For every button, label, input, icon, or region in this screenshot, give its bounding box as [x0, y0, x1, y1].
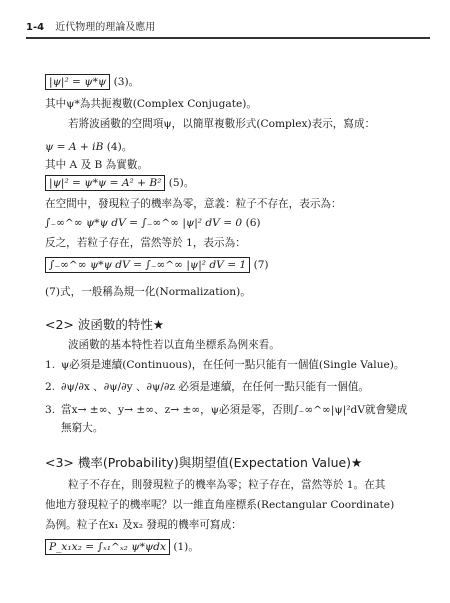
conjugate-note: 其中ψ*為共扼複數(Complex Conjugate)。: [45, 98, 257, 110]
chapter-title: 近代物理的理論及應用: [55, 22, 156, 33]
equation-4-expr: ψ = A + iB: [45, 141, 104, 153]
list-item-number: 2.: [45, 381, 56, 393]
list-item-text: ∂ψ/∂x 、∂ψ/∂y 、∂ψ/∂z 必須是連續，在任何一點只能有一個值。: [61, 381, 370, 393]
list-item-number: 1.: [45, 359, 56, 371]
equation-3: [45, 74, 139, 90]
running-header: [26, 20, 430, 36]
equation-4: [45, 140, 132, 154]
section-3-para-line-3: 為例。粒子在x₁ 及x₂ 發現的機率可寫成：: [45, 519, 242, 531]
page-number: 1-4: [26, 22, 45, 33]
probability-equation-box: P_x₁x₂ = ∫ₓ₁^ₓ₂ ψ*ψdx: [45, 539, 170, 555]
list-item-text: ψ必須是連續(Continuous)，在任何一點只能有一個值(Single Value)。: [61, 359, 405, 371]
normalization-text: (7)式，一般稱為規一化(Normalization)。: [45, 286, 251, 298]
equation-6-expr: ∫₋∞^∞ ψ*ψ dV = ∫₋∞^∞ |ψ|² dV = 0: [45, 217, 243, 229]
exist-one-text: 反之，若粒子存在，當然等於 1，表示為：: [45, 237, 246, 249]
equation-7: [45, 257, 269, 273]
header-rule: [26, 37, 430, 39]
probability-equation: [45, 539, 199, 555]
equation-5: [45, 175, 194, 191]
section-3-para-line-1: 粒子不存在，則發現粒子的機率為零；粒子存在，當然等於 1。在其: [68, 479, 386, 491]
list-item: [45, 380, 369, 394]
equation-6-label: (6): [245, 217, 261, 229]
space-zero-text: 在空間中，發現粒子的機率為零，意義：粒子不存在，表示為：: [45, 198, 342, 210]
section-2-title: <2> 波函數的特性★: [45, 317, 165, 332]
section-3-para-line-2: 他地方發現粒子的機率呢？以一維直角座標系(Rectangular Coordinate): [45, 499, 395, 511]
equation-3-box: |ψ|² = ψ*ψ: [45, 74, 110, 90]
list-item: [45, 403, 407, 417]
section-2-intro: 波函數的基本特性若以直角坐標系為例來看。: [68, 339, 280, 351]
probability-equation-label: (1)。: [173, 541, 199, 553]
list-item-continuation: 無窮大。: [61, 422, 104, 434]
list-item: [45, 358, 405, 372]
list-item-text: 當x→ ±∞、y→ ±∞、z→ ±∞，ψ必須是零，否則∫₋∞^∞|ψ|²dV就會變成: [61, 404, 408, 416]
equation-6: [45, 216, 261, 230]
complex-intro: 若將波函數的空間項ψ，以簡單複數形式(Complex)表示，寫成：: [68, 118, 376, 130]
section-3-title: <3> 機率(Probability)與期望值(Expectation Value)★: [45, 455, 363, 470]
equation-3-label: (3)。: [113, 76, 140, 88]
equation-5-box: |ψ|² = ψ*ψ = A² + B²: [45, 175, 165, 191]
equation-7-label: (7): [253, 259, 269, 271]
equation-4-label: (4)。: [106, 141, 133, 153]
equation-5-label: (5)。: [168, 177, 195, 189]
list-item-number: 3.: [45, 404, 56, 416]
real-note: 其中 A 及 B 為實數。: [45, 159, 149, 171]
equation-7-box: ∫₋∞^∞ ψ*ψ dV = ∫₋∞^∞ |ψ|² dV = 1: [45, 257, 250, 273]
